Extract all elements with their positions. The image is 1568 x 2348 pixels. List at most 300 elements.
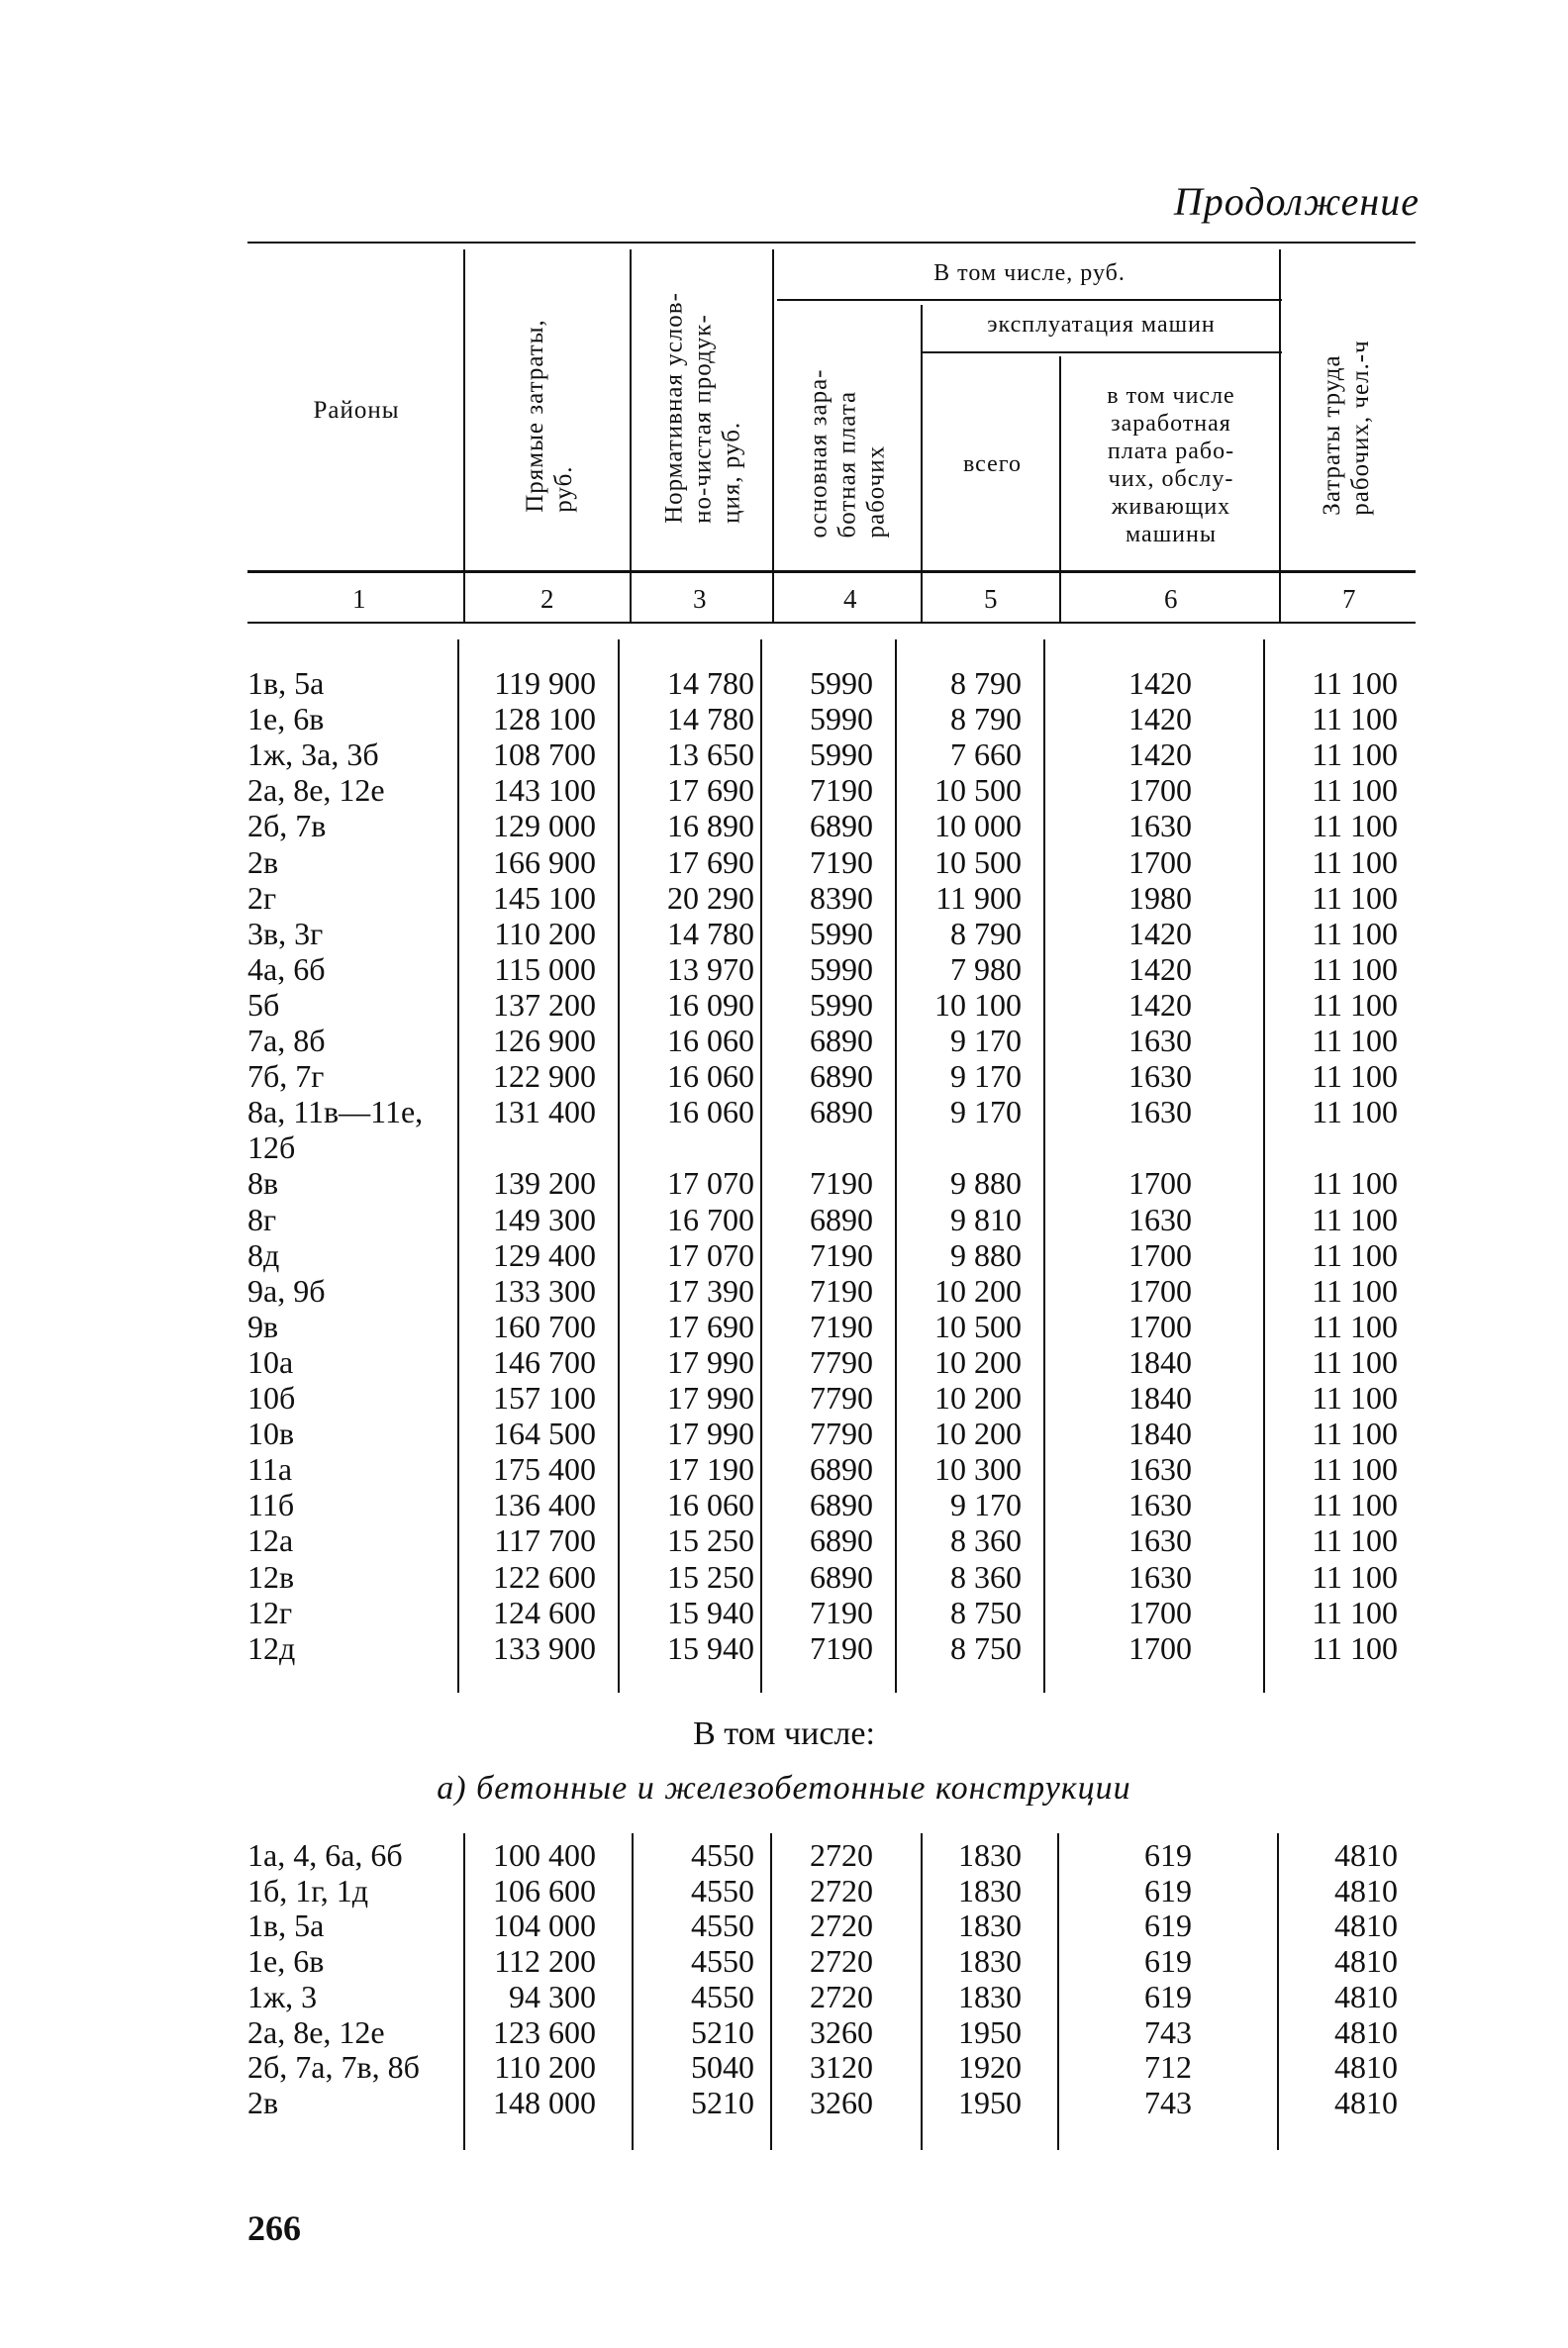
value-cell-2: 117 700 — [494, 1522, 596, 1559]
region-cell: 12а — [247, 1522, 294, 1559]
value-cell-6: 619 — [1144, 1978, 1192, 2014]
region-cell: 2а, 8е, 12е — [247, 772, 385, 809]
value-cell-3: 20 290 — [667, 879, 754, 916]
value-cell-4: 5990 — [810, 665, 873, 701]
value-cell-7: 11 100 — [1312, 1629, 1398, 1666]
value-cell-5: 9 170 — [950, 1058, 1022, 1095]
value-cell-3: 17 190 — [667, 1451, 754, 1488]
value-cell-6: 1630 — [1128, 808, 1192, 844]
value-cell-6: 1700 — [1128, 843, 1192, 880]
value-cell-7: 11 100 — [1312, 1058, 1398, 1095]
value-cell-5: 1830 — [958, 1908, 1022, 1944]
region-cell: 2б, 7а, 7в, 8б — [247, 2049, 420, 2086]
value-cell-2: 129 000 — [493, 808, 596, 844]
value-cell-3: 4550 — [691, 1837, 754, 1873]
table-row — [0, 844, 1568, 880]
table-row — [0, 2014, 1568, 2050]
value-cell-3: 13 970 — [667, 950, 754, 987]
value-cell-7: 11 100 — [1312, 1558, 1398, 1595]
value-cell-2: 110 200 — [494, 915, 596, 951]
value-cell-5: 8 790 — [950, 701, 1022, 737]
value-cell-4: 7790 — [810, 1416, 873, 1452]
table-row — [0, 736, 1568, 772]
col-number-6: 6 — [1164, 584, 1178, 614]
value-cell-7: 11 100 — [1312, 950, 1398, 987]
value-cell-7: 11 100 — [1312, 1380, 1398, 1416]
header-net-output: Нормативная услов- но-чистая продук- ция, руб. — [660, 292, 745, 524]
value-cell-2: 126 900 — [493, 1023, 596, 1058]
header-direct-costs: Прямые затраты, руб. — [522, 319, 577, 513]
value-cell-5: 1950 — [958, 2084, 1022, 2120]
region-cell: 1в, 5а — [247, 1908, 325, 1944]
value-cell-2: 129 400 — [493, 1236, 596, 1273]
table-top-rule — [247, 242, 1416, 244]
region-cell: 11б — [247, 1487, 295, 1523]
value-cell-4: 7190 — [810, 772, 873, 809]
value-cell-4: 3120 — [810, 2049, 873, 2086]
header-bottom-rule — [247, 570, 1416, 573]
value-cell-7: 11 100 — [1312, 986, 1398, 1023]
value-cell-7: 11 100 — [1312, 665, 1398, 701]
value-cell-5: 9 810 — [950, 1201, 1022, 1237]
value-cell-2: 164 500 — [493, 1416, 596, 1452]
value-cell-4: 7190 — [810, 1629, 873, 1666]
value-cell-3: 4550 — [691, 1978, 754, 2014]
including-rule — [777, 299, 1282, 301]
value-cell-7: 11 100 — [1312, 1308, 1398, 1344]
value-cell-3: 17 990 — [667, 1343, 754, 1380]
header-incl-wage: в том числе заработная плата рабо- чих, обслу- живающих машины — [1107, 383, 1235, 547]
col-number-1: 1 — [352, 584, 366, 614]
value-cell-2: 133 900 — [493, 1629, 596, 1666]
region-cell: 11а — [247, 1451, 293, 1488]
value-cell-5: 10 200 — [934, 1272, 1022, 1309]
value-cell-6: 1700 — [1128, 1308, 1192, 1344]
value-cell-2: 104 000 — [493, 1908, 596, 1944]
value-cell-6: 1420 — [1128, 665, 1192, 701]
value-cell-3: 16 090 — [667, 986, 754, 1023]
value-cell-7: 11 100 — [1312, 1343, 1398, 1380]
value-cell-6: 619 — [1144, 1872, 1192, 1908]
table-row — [0, 1837, 1568, 1873]
table-row — [0, 1129, 1568, 1165]
value-cell-7: 11 100 — [1312, 736, 1398, 773]
value-cell-7: 11 100 — [1312, 843, 1398, 880]
value-cell-4: 6890 — [810, 1023, 873, 1058]
column-number-rule — [247, 622, 1416, 624]
table-row — [0, 1416, 1568, 1451]
value-cell-5: 1830 — [958, 1943, 1022, 1980]
region-cell: 8а, 11в—11е, — [247, 1094, 424, 1130]
region-cell: 1ж, 3 — [247, 1978, 318, 2014]
subheading-concrete: а) бетонные и железобетонные конструкции — [437, 1770, 1131, 1807]
region-cell: 2в — [247, 843, 279, 880]
value-cell-3: 15 940 — [667, 1594, 754, 1630]
table-row — [0, 1873, 1568, 1908]
table-row — [0, 916, 1568, 951]
value-cell-6: 1700 — [1128, 1629, 1192, 1666]
value-cell-4: 6890 — [810, 1451, 873, 1488]
value-cell-2: 149 300 — [493, 1201, 596, 1237]
value-cell-5: 7 980 — [950, 950, 1022, 987]
value-cell-2: 106 600 — [493, 1872, 596, 1908]
value-cell-5: 10 500 — [934, 1308, 1022, 1344]
value-cell-5: 1830 — [958, 1872, 1022, 1908]
table-row — [0, 665, 1568, 701]
value-cell-4: 6890 — [810, 1522, 873, 1559]
value-cell-3: 15 250 — [667, 1522, 754, 1559]
value-cell-5: 10 200 — [934, 1343, 1022, 1380]
value-cell-6: 619 — [1144, 1943, 1192, 1980]
value-cell-3: 17 690 — [667, 1308, 754, 1344]
region-cell: 3в, 3г — [247, 915, 324, 951]
region-cell: 1е, 6в — [247, 701, 325, 737]
col-number-3: 3 — [693, 584, 707, 614]
value-cell-4: 2720 — [810, 1978, 873, 2014]
region-cell: 1е, 6в — [247, 1943, 325, 1980]
value-cell-4: 2720 — [810, 1943, 873, 1980]
value-cell-3: 14 780 — [667, 915, 754, 951]
value-cell-2: 128 100 — [493, 701, 596, 737]
value-cell-4: 7190 — [810, 1308, 873, 1344]
value-cell-2: 112 200 — [494, 1943, 596, 1980]
region-cell: 9в — [247, 1308, 279, 1344]
value-cell-4: 6890 — [810, 1201, 873, 1237]
value-cell-4: 6890 — [810, 1094, 873, 1130]
value-cell-3: 17 390 — [667, 1272, 754, 1309]
value-cell-5: 10 500 — [934, 772, 1022, 809]
value-cell-2: 100 400 — [493, 1837, 596, 1873]
region-cell: 10в — [247, 1416, 295, 1452]
value-cell-4: 5990 — [810, 986, 873, 1023]
value-cell-7: 4810 — [1334, 1943, 1398, 1980]
value-cell-6: 1420 — [1128, 736, 1192, 773]
value-cell-6: 1840 — [1128, 1380, 1192, 1416]
value-cell-3: 17 070 — [667, 1236, 754, 1273]
region-cell: 9а, 9б — [247, 1272, 326, 1309]
table-row — [0, 1979, 1568, 2014]
header-including: В том числе, руб. — [933, 260, 1126, 286]
value-cell-5: 9 170 — [950, 1094, 1022, 1130]
value-cell-4: 7190 — [810, 1165, 873, 1202]
value-cell-6: 1420 — [1128, 986, 1192, 1023]
value-cell-3: 4550 — [691, 1943, 754, 1980]
value-cell-6: 743 — [1144, 2013, 1192, 2050]
value-cell-7: 4810 — [1334, 1837, 1398, 1873]
value-cell-2: 148 000 — [493, 2084, 596, 2120]
table-row — [0, 987, 1568, 1023]
value-cell-5: 8 790 — [950, 665, 1022, 701]
value-cell-2: 143 100 — [493, 772, 596, 809]
table-row — [0, 1237, 1568, 1273]
table-row — [0, 1908, 1568, 1943]
value-cell-3: 16 060 — [667, 1094, 754, 1130]
region-cell: 8в — [247, 1165, 279, 1202]
value-cell-2: 145 100 — [493, 879, 596, 916]
table-row — [0, 1273, 1568, 1309]
value-cell-5: 10 500 — [934, 843, 1022, 880]
value-cell-5: 8 360 — [950, 1522, 1022, 1559]
value-cell-4: 2720 — [810, 1908, 873, 1944]
value-cell-5: 10 100 — [934, 986, 1022, 1023]
region-cell: 8д — [247, 1236, 280, 1273]
value-cell-6: 1630 — [1128, 1522, 1192, 1559]
region-cell: 10б — [247, 1380, 296, 1416]
value-cell-4: 8390 — [810, 879, 873, 916]
value-cell-5: 8 360 — [950, 1558, 1022, 1595]
value-cell-7: 4810 — [1334, 1978, 1398, 2014]
value-cell-4: 6890 — [810, 1058, 873, 1095]
header-machine-ops: эксплуатация машин — [987, 312, 1216, 338]
value-cell-5: 9 170 — [950, 1023, 1022, 1058]
table-row — [0, 1380, 1568, 1416]
value-cell-3: 4550 — [691, 1908, 754, 1944]
value-cell-6: 1980 — [1128, 879, 1192, 916]
value-cell-2: 136 400 — [493, 1487, 596, 1523]
value-cell-3: 17 990 — [667, 1380, 754, 1416]
value-cell-7: 11 100 — [1312, 1272, 1398, 1309]
value-cell-6: 712 — [1144, 2049, 1192, 2086]
value-cell-2: 119 900 — [494, 665, 596, 701]
value-cell-7: 11 100 — [1312, 915, 1398, 951]
value-cell-5: 10 200 — [934, 1416, 1022, 1452]
value-cell-2: 139 200 — [493, 1165, 596, 1202]
value-cell-3: 16 060 — [667, 1487, 754, 1523]
table-row — [0, 1630, 1568, 1666]
value-cell-4: 5990 — [810, 915, 873, 951]
value-cell-3: 4550 — [691, 1872, 754, 1908]
value-cell-6: 743 — [1144, 2084, 1192, 2120]
value-cell-2: 115 000 — [494, 950, 596, 987]
value-cell-2: 157 100 — [493, 1380, 596, 1416]
col-number-2: 2 — [540, 584, 554, 614]
value-cell-2: 110 200 — [494, 2049, 596, 2086]
value-cell-5: 9 880 — [950, 1236, 1022, 1273]
value-cell-2: 137 200 — [493, 986, 596, 1023]
value-cell-2: 160 700 — [493, 1308, 596, 1344]
value-cell-5: 7 660 — [950, 736, 1022, 773]
value-cell-5: 9 170 — [950, 1487, 1022, 1523]
value-cell-2: 146 700 — [493, 1343, 596, 1380]
value-cell-7: 4810 — [1334, 1872, 1398, 1908]
value-cell-2: 122 900 — [493, 1058, 596, 1095]
value-cell-2: 94 300 — [509, 1978, 596, 2014]
value-cell-2: 166 900 — [493, 843, 596, 880]
col-number-4: 4 — [843, 584, 857, 614]
value-cell-3: 16 890 — [667, 808, 754, 844]
value-cell-6: 1700 — [1128, 772, 1192, 809]
value-cell-6: 1630 — [1128, 1201, 1192, 1237]
region-cell: 1в, 5а — [247, 665, 325, 701]
header-divider-1 — [463, 249, 465, 622]
value-cell-7: 11 100 — [1312, 1594, 1398, 1630]
value-cell-4: 5990 — [810, 950, 873, 987]
value-cell-5: 8 790 — [950, 915, 1022, 951]
value-cell-5: 8 750 — [950, 1594, 1022, 1630]
header-divider-5 — [1059, 356, 1061, 622]
region-cell: 2б, 7в — [247, 808, 327, 844]
value-cell-2: 122 600 — [493, 1558, 596, 1595]
value-cell-7: 4810 — [1334, 1908, 1398, 1944]
value-cell-7: 11 100 — [1312, 1236, 1398, 1273]
region-cell: 12д — [247, 1629, 296, 1666]
table-row — [0, 1058, 1568, 1094]
value-cell-3: 15 940 — [667, 1629, 754, 1666]
table-row — [0, 2049, 1568, 2085]
value-cell-3: 17 990 — [667, 1416, 754, 1452]
value-cell-6: 1630 — [1128, 1558, 1192, 1595]
value-cell-5: 1950 — [958, 2013, 1022, 2050]
value-cell-7: 11 100 — [1312, 1416, 1398, 1452]
value-cell-6: 1840 — [1128, 1416, 1192, 1452]
value-cell-7: 4810 — [1334, 2049, 1398, 2086]
value-cell-3: 5040 — [691, 2049, 754, 2086]
value-cell-3: 14 780 — [667, 665, 754, 701]
table-row — [0, 1595, 1568, 1630]
value-cell-3: 17 690 — [667, 843, 754, 880]
table-row — [0, 1023, 1568, 1058]
value-cell-4: 6890 — [810, 808, 873, 844]
value-cell-4: 7790 — [810, 1343, 873, 1380]
table-row — [0, 701, 1568, 736]
header-labor: Затраты труда рабочих, чел.-ч — [1319, 340, 1374, 516]
region-cell: 10а — [247, 1343, 294, 1380]
value-cell-5: 1920 — [958, 2049, 1022, 2086]
table-row — [0, 1522, 1568, 1558]
value-cell-7: 11 100 — [1312, 1023, 1398, 1058]
table-row — [0, 1487, 1568, 1522]
value-cell-7: 11 100 — [1312, 1451, 1398, 1488]
col-number-7: 7 — [1342, 584, 1356, 614]
value-cell-4: 7190 — [810, 1236, 873, 1273]
value-cell-7: 11 100 — [1312, 701, 1398, 737]
table-row — [0, 772, 1568, 808]
value-cell-6: 1630 — [1128, 1094, 1192, 1130]
value-cell-3: 14 780 — [667, 701, 754, 737]
table-row — [0, 880, 1568, 916]
header-total: всего — [962, 451, 1023, 477]
value-cell-2: 175 400 — [493, 1451, 596, 1488]
region-cell: 2в — [247, 2084, 279, 2120]
value-cell-5: 1830 — [958, 1978, 1022, 2014]
table-row — [0, 1309, 1568, 1344]
value-cell-7: 4810 — [1334, 2013, 1398, 2050]
value-cell-6: 1700 — [1128, 1236, 1192, 1273]
header-divider-4 — [921, 305, 923, 622]
value-cell-2: 133 300 — [493, 1272, 596, 1309]
table-row — [0, 1202, 1568, 1237]
value-cell-6: 1840 — [1128, 1343, 1192, 1380]
region-cell: 4а, 6б — [247, 950, 326, 987]
value-cell-2: 108 700 — [493, 736, 596, 773]
value-cell-5: 8 750 — [950, 1629, 1022, 1666]
value-cell-6: 1420 — [1128, 915, 1192, 951]
value-cell-4: 5990 — [810, 701, 873, 737]
region-cell: 1а, 4, 6а, 6б — [247, 1837, 403, 1873]
value-cell-3: 5210 — [691, 2084, 754, 2120]
value-cell-3: 5210 — [691, 2013, 754, 2050]
value-cell-2: 131 400 — [493, 1094, 596, 1130]
value-cell-6: 1700 — [1128, 1594, 1192, 1630]
value-cell-4: 2720 — [810, 1872, 873, 1908]
value-cell-7: 11 100 — [1312, 1165, 1398, 1202]
value-cell-4: 7190 — [810, 1594, 873, 1630]
value-cell-2: 124 600 — [493, 1594, 596, 1630]
region-cell: 5б — [247, 986, 280, 1023]
value-cell-4: 7190 — [810, 1272, 873, 1309]
value-cell-3: 15 250 — [667, 1558, 754, 1595]
table-row — [0, 1559, 1568, 1595]
value-cell-5: 10 200 — [934, 1380, 1022, 1416]
value-cell-3: 16 060 — [667, 1023, 754, 1058]
value-cell-6: 1630 — [1128, 1451, 1192, 1488]
value-cell-6: 1630 — [1128, 1487, 1192, 1523]
region-cell: 12б — [247, 1129, 296, 1166]
value-cell-5: 11 900 — [935, 879, 1022, 916]
value-cell-2: 123 600 — [493, 2013, 596, 2050]
value-cell-3: 17 690 — [667, 772, 754, 809]
table-row — [0, 1451, 1568, 1487]
header-base-wage: основная зара- ботная плата рабочих — [805, 368, 890, 538]
value-cell-7: 11 100 — [1312, 1201, 1398, 1237]
region-cell: 1ж, 3а, 3б — [247, 736, 379, 773]
continuation-label: Продолжение — [1173, 179, 1420, 224]
value-cell-4: 6890 — [810, 1487, 873, 1523]
col-number-5: 5 — [984, 584, 998, 614]
table-row — [0, 951, 1568, 987]
region-cell: 12в — [247, 1558, 295, 1595]
value-cell-4: 3260 — [810, 2013, 873, 2050]
value-cell-7: 11 100 — [1312, 772, 1398, 809]
value-cell-5: 10 000 — [934, 808, 1022, 844]
region-cell: 2г — [247, 879, 277, 916]
value-cell-3: 16 700 — [667, 1201, 754, 1237]
value-cell-7: 11 100 — [1312, 808, 1398, 844]
value-cell-4: 5990 — [810, 736, 873, 773]
subheading-including: В том числе: — [693, 1715, 875, 1752]
value-cell-6: 619 — [1144, 1837, 1192, 1873]
value-cell-3: 16 060 — [667, 1058, 754, 1095]
table-row — [0, 1344, 1568, 1380]
value-cell-6: 1700 — [1128, 1165, 1192, 1202]
value-cell-7: 11 100 — [1312, 1487, 1398, 1523]
page-number: 266 — [247, 2208, 301, 2248]
header-regions: Районы — [313, 397, 400, 424]
value-cell-6: 1700 — [1128, 1272, 1192, 1309]
value-cell-7: 11 100 — [1312, 879, 1398, 916]
value-cell-7: 11 100 — [1312, 1522, 1398, 1559]
region-cell: 7а, 8б — [247, 1023, 326, 1058]
machine-ops-rule — [921, 351, 1282, 353]
value-cell-4: 6890 — [810, 1558, 873, 1595]
region-cell: 2а, 8е, 12е — [247, 2013, 385, 2050]
value-cell-7: 4810 — [1334, 2084, 1398, 2120]
value-cell-3: 17 070 — [667, 1165, 754, 1202]
header-divider-2 — [630, 249, 632, 622]
value-cell-6: 1420 — [1128, 701, 1192, 737]
value-cell-4: 7790 — [810, 1380, 873, 1416]
value-cell-3: 13 650 — [667, 736, 754, 773]
table-row — [0, 808, 1568, 843]
value-cell-6: 1630 — [1128, 1023, 1192, 1058]
table-row — [0, 1094, 1568, 1129]
header-divider-6 — [1279, 249, 1281, 622]
value-cell-4: 7190 — [810, 843, 873, 880]
value-cell-4: 3260 — [810, 2084, 873, 2120]
value-cell-5: 9 880 — [950, 1165, 1022, 1202]
table-row — [0, 2085, 1568, 2120]
region-cell: 1б, 1г, 1д — [247, 1872, 369, 1908]
